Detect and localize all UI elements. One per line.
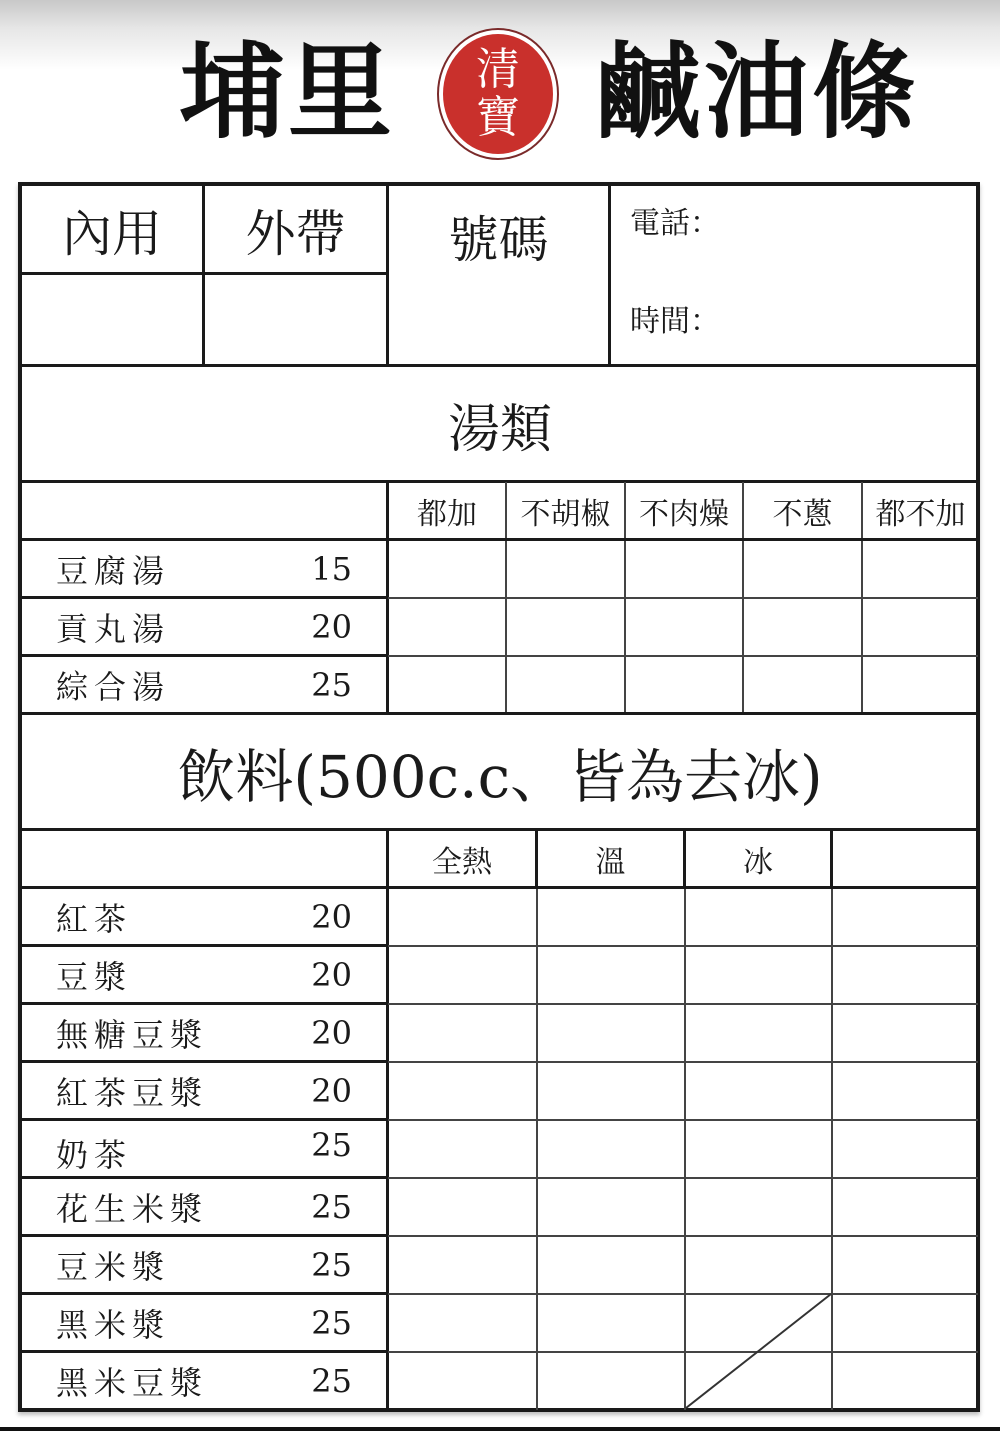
- number-field[interactable]: [389, 286, 608, 364]
- drink-item-price: 25: [311, 1304, 352, 1342]
- divider: [608, 184, 611, 366]
- soup-col-nothing-added: 都不加: [875, 497, 966, 532]
- drink-order-grid[interactable]: [389, 889, 978, 1408]
- drink-item-price: 20: [311, 1014, 352, 1052]
- drink-item-price: 20: [311, 898, 352, 936]
- drink-item-name: 花生米漿: [56, 1190, 209, 1228]
- seal-icon: [443, 34, 553, 154]
- seal-logo: [437, 28, 559, 160]
- drink-item-price: 25: [311, 1246, 352, 1284]
- time-field[interactable]: [740, 294, 970, 342]
- soup-order-grid[interactable]: [389, 541, 978, 712]
- time-label: 時間：: [630, 304, 720, 339]
- seal-char-bottom: 寶: [476, 92, 520, 143]
- soup-item-price: 25: [311, 666, 352, 704]
- soup-item-name: 綜合湯: [56, 668, 171, 706]
- phone-field[interactable]: [740, 196, 970, 244]
- phone-label: 電話：: [630, 206, 720, 241]
- drink-item-name: 豆米漿: [56, 1248, 171, 1286]
- drink-item-name: 黑米豆漿: [56, 1364, 209, 1402]
- bottom-edge: [0, 1427, 1000, 1431]
- takeout-label: 外帶: [245, 205, 346, 263]
- seal-char-top: 清: [476, 44, 520, 95]
- soup-item-price: 20: [311, 608, 352, 646]
- soup-item-name: 豆腐湯: [56, 552, 171, 590]
- dine-in-label: 內用: [62, 205, 162, 263]
- soup-item-name: 貢丸湯: [56, 610, 171, 648]
- drink-item-name: 紅茶豆漿: [56, 1074, 209, 1112]
- drink-item-price: 25: [311, 1126, 352, 1164]
- soup-col-no-scallion: 不蔥: [772, 497, 833, 532]
- number-label: 號碼: [448, 211, 549, 269]
- drink-col-hot: 全熱: [432, 845, 492, 880]
- soup-col-no-minced-pork: 不肉燥: [639, 497, 729, 532]
- drink-item-price: 20: [311, 956, 352, 994]
- dine-in-checkbox[interactable]: [22, 276, 202, 364]
- brand-name-right: 鹹油條: [596, 31, 921, 153]
- drink-item-price: 25: [311, 1188, 352, 1226]
- soup-item-price: 15: [311, 550, 352, 588]
- drink-item-price: 25: [311, 1362, 352, 1400]
- drink-item-name: 黑米漿: [56, 1306, 171, 1344]
- soups-section-title: 湯類: [447, 399, 552, 460]
- drink-item-name: 紅茶: [56, 900, 133, 938]
- soup-col-all-toppings: 都加: [417, 497, 477, 532]
- soup-col-no-pepper: 不胡椒: [520, 497, 611, 532]
- drink-col-iced: 冰: [743, 845, 773, 880]
- drinks-section-title: 飲料(500c.c、皆為去冰): [177, 743, 823, 811]
- brand-name-left: 埔里: [180, 31, 397, 153]
- drink-item-price: 20: [311, 1072, 352, 1110]
- drink-col-blank: [833, 831, 978, 887]
- drink-item-name: 豆漿: [56, 958, 133, 996]
- drink-item-name: 無糖豆漿: [56, 1016, 209, 1054]
- takeout-checkbox[interactable]: [205, 276, 386, 364]
- drink-item-name: 奶茶: [56, 1136, 133, 1174]
- drink-col-warm: 溫: [595, 845, 626, 880]
